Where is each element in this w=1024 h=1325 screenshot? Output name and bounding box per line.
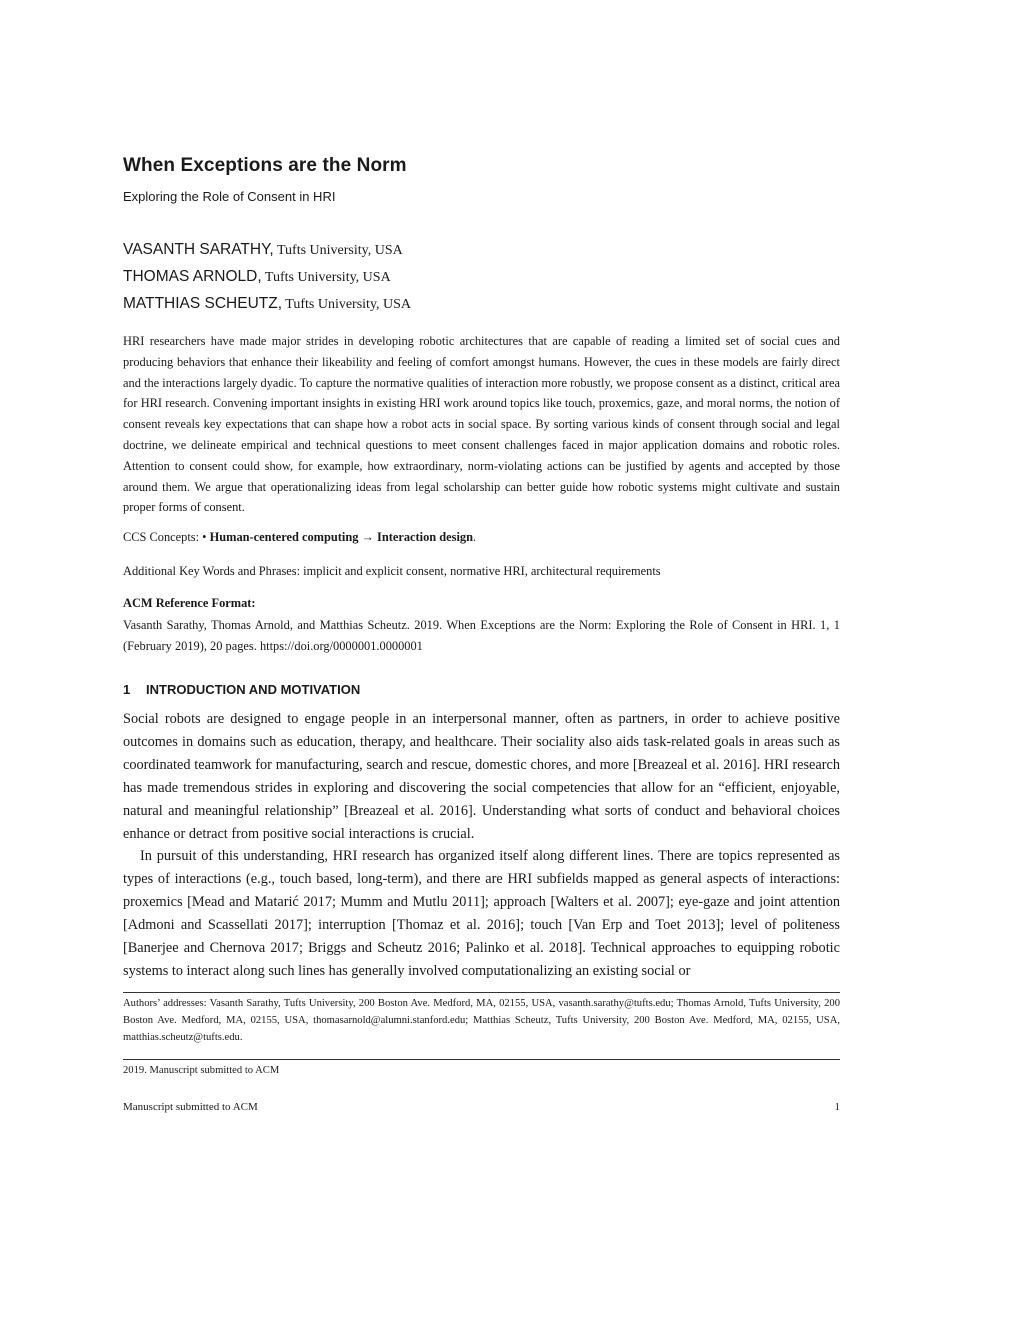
page-number: 1 — [834, 1101, 840, 1113]
keywords: Additional Key Words and Phrases: implicit and explicit consent, normative HRI, architectural requirements — [123, 564, 661, 578]
footer-label: Manuscript submitted to ACM — [123, 1101, 258, 1113]
author-name: MATTHIAS SCHEUTZ, — [123, 295, 283, 312]
ccs-suffix: . — [473, 530, 477, 544]
author-line — [123, 268, 391, 286]
section-heading — [123, 682, 360, 697]
author-name: VASANTH SARATHY, — [123, 241, 274, 258]
paper-subtitle: Exploring the Role of Consent in HRI — [123, 189, 336, 204]
ccs-concepts — [123, 530, 476, 545]
author-affiliation: Tufts University, USA — [282, 297, 412, 312]
abstract: HRI researchers have made major strides in developing robotic architectures that are capable of reading a limited set of social cues and producing behaviors that enhance their likeability and feeling of comfort amongst humans. However, the cues in these models are fairly direct and the interactions largely dyadic. To capture the normative qualities of interaction more robustly, we propose consent as a distinct, critical area for HRI research. Convening important insights in existing HRI work around topics like touch, proxemics, gaze, and moral norms, the notion of consent reveals key expectations that can shape how a robot acts in social space. By sorting various kinds of consent through social and legal doctrine, we delineate empirical and technical questions to meet consent challenges faced in major application domains and robotic roles. Attention to consent could show, for example, how extraordinary, norm-violating actions can be justified by agents and accepted by those around them. We argue that operationalizing ideas from legal scholarship can better guide how robotic systems might cultivate and sustain proper forms of consent. — [123, 334, 840, 515]
paragraph: In pursuit of this understanding, HRI research has organized itself along different lines. There are topics represented as types of interactions (e.g., touch based, long-term), and there are HRI subfields mapped as general aspects of interactions: proxemics [Mead and Matarić 2017; Mumm and Mutlu 2011]; approach [Walters et al. 2007]; eye-gaze and joint attention [Admoni and Scassellati 2017]; interruption [Thomaz et al. 2016]; touch [Van Erp and Toet 2013]; level of politeness [Banerjee and Chernova 2017; Briggs and Scheutz 2016; Palinko et al. 2018]. Technical approaches to equipping robotic systems to interact along such lines has generally involved computationalizing an existing social or — [123, 848, 840, 979]
section-title: INTRODUCTION AND MOTIVATION — [146, 682, 361, 697]
paper-title: When Exceptions are the Norm — [123, 155, 407, 176]
submission-note: 2019. Manuscript submitted to ACM — [123, 1065, 280, 1076]
author-affiliation: Tufts University, USA — [273, 243, 403, 258]
author-line — [123, 241, 403, 259]
acm-reference-text: Vasanth Sarathy, Thomas Arnold, and Matthias Scheutz. 2019. When Exceptions are the Norm: Exploring the Role of Consent in HRI. 1, 1 (February 2019), 20 pages. https://doi.org/0000001.0000001 — [123, 618, 840, 653]
author-line — [123, 295, 411, 313]
author-name: THOMAS ARNOLD, — [123, 268, 262, 285]
ccs-concept: Human-centered computing → Interaction design — [209, 530, 474, 544]
author-affiliation: Tufts University, USA — [261, 270, 391, 285]
ccs-prefix: CCS Concepts: • — [123, 530, 210, 544]
section-number: 1 — [123, 682, 131, 697]
submission-divider — [123, 1059, 840, 1060]
authors-footnote: Authors’ addresses: Vasanth Sarathy, Tufts University, 200 Boston Ave. Medford, MA, 02155, USA, vasanth.sarathy@tufts.edu; Thomas Arnold, Tufts University, 200 Boston Ave. Medford, MA, 02155, USA, thomasarnold@alumni.stanford.edu; Matthias Scheutz, Tufts University, 200 Boston Ave. Medford, MA, 02155, USA, matthias.scheutz@tufts.edu. — [123, 998, 840, 1043]
paragraph: Social robots are designed to engage people in an interpersonal manner, often as partners, in order to achieve positive outcomes in domains such as education, therapy, and healthcare. Their sociality also aids task-related goals in areas such as coordinated teamwork for manufacturing, search and rescue, domestic chores, and more [Breazeal et al. 2016]. HRI research has made tremendous strides in exploring and discovering the social competencies that allow for an “efficient, enjoyable, natural and meaningful relationship” [Breazeal et al. 2016]. Understanding what sorts of conduct and behavioral choices enhance or detract from positive social interactions is crucial. — [123, 711, 840, 842]
footnote-divider — [123, 992, 840, 993]
acm-reference-heading: ACM Reference Format: — [123, 596, 256, 610]
section-body — [123, 708, 840, 983]
